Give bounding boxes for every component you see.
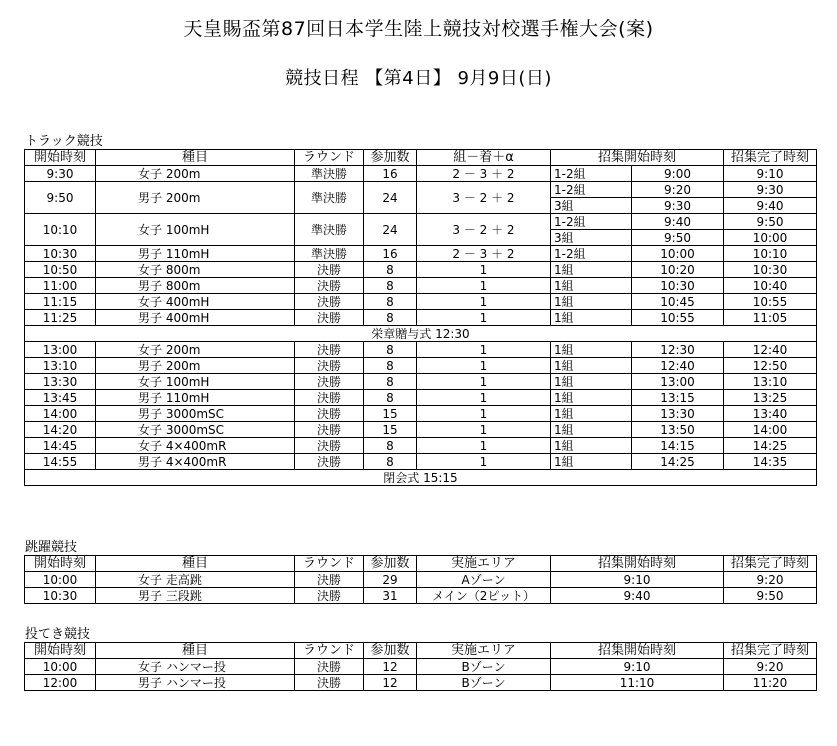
call-end-cell: 12:50: [724, 358, 817, 374]
count-cell: 8: [364, 342, 417, 358]
call-end-cell: 11:20: [724, 675, 817, 691]
round-cell: 決勝: [295, 406, 364, 422]
round-cell: 決勝: [295, 454, 364, 470]
call-end-cell: 10:10: [724, 246, 817, 262]
group-cell: 3組: [551, 230, 632, 246]
round-cell: 準決勝: [295, 182, 364, 214]
table-row: [25, 294, 817, 310]
event-cell: 女子 400mH: [96, 294, 295, 310]
call-end-cell: 9:10: [724, 166, 817, 182]
count-cell: 8: [364, 454, 417, 470]
table-row: [25, 310, 817, 326]
header-cell: 組－着＋α: [417, 150, 551, 166]
header-cell: 招集完了時刻: [724, 556, 817, 572]
group-cell: 1-2組: [551, 182, 632, 198]
call-start-cell: 10:55: [632, 310, 724, 326]
event-cell: 女子 走高跳: [96, 572, 295, 588]
call-start-cell: 9:00: [632, 166, 724, 182]
table-row: [25, 166, 817, 182]
header-cell: 開始時刻: [25, 556, 96, 572]
call-start-cell: 13:30: [632, 406, 724, 422]
header-cell: 招集完了時刻: [724, 643, 817, 659]
round-cell: 決勝: [295, 278, 364, 294]
call-start-cell: 11:10: [551, 675, 724, 691]
table-row: [25, 659, 817, 675]
format-cell: 1: [417, 278, 551, 294]
event-cell: 女子 800m: [96, 262, 295, 278]
count-cell: 15: [364, 422, 417, 438]
start-time-cell: 14:45: [25, 438, 96, 454]
header-cell: ラウンド: [295, 556, 364, 572]
count-cell: 24: [364, 214, 417, 246]
call-start-cell: 9:20: [632, 182, 724, 198]
header-cell: 種目: [96, 643, 295, 659]
header-cell: 種目: [96, 556, 295, 572]
count-cell: 8: [364, 358, 417, 374]
event-cell: 男子 ハンマー投: [96, 675, 295, 691]
start-time-cell: 14:20: [25, 422, 96, 438]
table-row: [25, 262, 817, 278]
call-end-cell: 10:55: [724, 294, 817, 310]
count-cell: 8: [364, 374, 417, 390]
round-cell: 決勝: [295, 675, 364, 691]
event-cell: 男子 200m: [96, 182, 295, 214]
group-cell: 1組: [551, 390, 632, 406]
table-row: [25, 675, 817, 691]
start-time-cell: 10:30: [25, 588, 96, 604]
event-cell: 男子 110mH: [96, 390, 295, 406]
ceremony-row: [25, 470, 817, 486]
count-cell: 24: [364, 182, 417, 214]
call-start-cell: 9:50: [632, 230, 724, 246]
call-end-cell: 10:30: [724, 262, 817, 278]
group-cell: 1組: [551, 294, 632, 310]
header-cell: 参加数: [364, 643, 417, 659]
table-row: [25, 406, 817, 422]
jump-section-label: 跳躍競技: [25, 540, 78, 555]
start-time-cell: 13:45: [25, 390, 96, 406]
table-row: [25, 588, 817, 604]
round-cell: 決勝: [295, 294, 364, 310]
count-cell: 16: [364, 166, 417, 182]
event-cell: 女子 100mH: [96, 214, 295, 246]
group-cell: 1-2組: [551, 166, 632, 182]
start-time-cell: 9:50: [25, 182, 96, 214]
start-time-cell: 14:00: [25, 406, 96, 422]
call-start-cell: 10:00: [632, 246, 724, 262]
group-cell: 1組: [551, 406, 632, 422]
round-cell: 決勝: [295, 422, 364, 438]
area-cell: Aゾーン: [417, 572, 551, 588]
format-cell: 1: [417, 374, 551, 390]
ceremony-banner: 栄章贈与式 12:30: [25, 326, 817, 342]
table-row: [25, 374, 817, 390]
format-cell: 2 － 3 ＋ 2: [417, 166, 551, 182]
round-cell: 決勝: [295, 659, 364, 675]
format-cell: 3 － 2 ＋ 2: [417, 182, 551, 214]
table-row: [25, 438, 817, 454]
round-cell: 決勝: [295, 342, 364, 358]
call-end-cell: 9:50: [724, 588, 817, 604]
call-end-cell: 9:20: [724, 659, 817, 675]
round-cell: 決勝: [295, 588, 364, 604]
group-cell: 1組: [551, 358, 632, 374]
round-cell: 決勝: [295, 358, 364, 374]
table-header-row: [25, 150, 817, 166]
start-time-cell: 13:10: [25, 358, 96, 374]
call-start-cell: 10:30: [632, 278, 724, 294]
group-cell: 1組: [551, 438, 632, 454]
table-row: [25, 390, 817, 406]
round-cell: 準決勝: [295, 214, 364, 246]
call-start-cell: 12:30: [632, 342, 724, 358]
table-row: [25, 214, 817, 230]
round-cell: 準決勝: [295, 246, 364, 262]
group-cell: 1組: [551, 374, 632, 390]
count-cell: 8: [364, 390, 417, 406]
start-time-cell: 13:00: [25, 342, 96, 358]
area-cell: メイン（2ピット）: [417, 588, 551, 604]
format-cell: 1: [417, 438, 551, 454]
header-cell: ラウンド: [295, 150, 364, 166]
event-cell: 男子 110mH: [96, 246, 295, 262]
event-cell: 女子 ハンマー投: [96, 659, 295, 675]
track-schedule-table: [24, 149, 817, 486]
call-end-cell: 13:40: [724, 406, 817, 422]
call-start-cell: 9:10: [551, 659, 724, 675]
round-cell: 決勝: [295, 438, 364, 454]
call-end-cell: 13:25: [724, 390, 817, 406]
call-start-cell: 10:45: [632, 294, 724, 310]
start-time-cell: 11:15: [25, 294, 96, 310]
event-cell: 男子 4×400mR: [96, 454, 295, 470]
event-cell: 男子 400mH: [96, 310, 295, 326]
group-cell: 3組: [551, 198, 632, 214]
round-cell: 決勝: [295, 374, 364, 390]
event-cell: 男子 800m: [96, 278, 295, 294]
header-cell: 参加数: [364, 150, 417, 166]
header-cell: 開始時刻: [25, 150, 96, 166]
start-time-cell: 12:00: [25, 675, 96, 691]
start-time-cell: 14:55: [25, 454, 96, 470]
call-start-cell: 13:00: [632, 374, 724, 390]
table-header-row: [25, 643, 817, 659]
header-cell: 種目: [96, 150, 295, 166]
area-cell: Bゾーン: [417, 659, 551, 675]
event-cell: 女子 200m: [96, 166, 295, 182]
group-cell: 1-2組: [551, 214, 632, 230]
table-row: [25, 342, 817, 358]
group-cell: 1組: [551, 454, 632, 470]
group-cell: 1組: [551, 262, 632, 278]
event-cell: 女子 4×400mR: [96, 438, 295, 454]
count-cell: 29: [364, 572, 417, 588]
call-end-cell: 11:05: [724, 310, 817, 326]
event-cell: 男子 3000mSC: [96, 406, 295, 422]
start-time-cell: 10:00: [25, 572, 96, 588]
call-start-cell: 14:25: [632, 454, 724, 470]
start-time-cell: 10:30: [25, 246, 96, 262]
start-time-cell: 9:30: [25, 166, 96, 182]
start-time-cell: 10:00: [25, 659, 96, 675]
count-cell: 8: [364, 438, 417, 454]
call-start-cell: 9:30: [632, 198, 724, 214]
ceremony-banner: 閉会式 15:15: [25, 470, 817, 486]
call-end-cell: 9:50: [724, 214, 817, 230]
count-cell: 16: [364, 246, 417, 262]
table-header-row: [25, 556, 817, 572]
start-time-cell: 11:00: [25, 278, 96, 294]
jump-schedule-table: [24, 555, 817, 604]
count-cell: 12: [364, 659, 417, 675]
call-end-cell: 9:40: [724, 198, 817, 214]
header-cell: 参加数: [364, 556, 417, 572]
throw-section-label: 投てき競技: [25, 627, 91, 642]
count-cell: 15: [364, 406, 417, 422]
format-cell: 1: [417, 454, 551, 470]
page-title: 天皇賜盃第87回日本学生陸上競技対校選手権大会(案): [183, 18, 654, 40]
format-cell: 1: [417, 422, 551, 438]
event-cell: 女子 200m: [96, 342, 295, 358]
format-cell: 1: [417, 342, 551, 358]
round-cell: 決勝: [295, 572, 364, 588]
group-cell: 1組: [551, 342, 632, 358]
table-row: [25, 246, 817, 262]
table-row: [25, 454, 817, 470]
call-start-cell: 10:20: [632, 262, 724, 278]
count-cell: 12: [364, 675, 417, 691]
start-time-cell: 13:30: [25, 374, 96, 390]
call-start-cell: 14:15: [632, 438, 724, 454]
format-cell: 1: [417, 262, 551, 278]
round-cell: 決勝: [295, 310, 364, 326]
event-cell: 女子 100mH: [96, 374, 295, 390]
table-row: [25, 278, 817, 294]
count-cell: 8: [364, 262, 417, 278]
table-row: [25, 358, 817, 374]
table-row: [25, 572, 817, 588]
throw-schedule-table: [24, 642, 817, 691]
group-cell: 1組: [551, 422, 632, 438]
count-cell: 31: [364, 588, 417, 604]
count-cell: 8: [364, 294, 417, 310]
call-start-cell: 12:40: [632, 358, 724, 374]
format-cell: 3 － 2 ＋ 2: [417, 214, 551, 246]
call-end-cell: 14:35: [724, 454, 817, 470]
format-cell: 1: [417, 390, 551, 406]
call-end-cell: 10:00: [724, 230, 817, 246]
call-end-cell: 14:00: [724, 422, 817, 438]
round-cell: 決勝: [295, 262, 364, 278]
group-cell: 1-2組: [551, 246, 632, 262]
call-start-cell: 9:40: [551, 588, 724, 604]
call-end-cell: 14:25: [724, 438, 817, 454]
call-start-cell: 13:15: [632, 390, 724, 406]
count-cell: 8: [364, 310, 417, 326]
table-row: [25, 182, 817, 198]
call-end-cell: 9:30: [724, 182, 817, 198]
group-cell: 1組: [551, 310, 632, 326]
count-cell: 8: [364, 278, 417, 294]
event-cell: 男子 200m: [96, 358, 295, 374]
header-cell: 開始時刻: [25, 643, 96, 659]
call-end-cell: 13:10: [724, 374, 817, 390]
header-cell: 招集完了時刻: [724, 150, 817, 166]
call-end-cell: 10:40: [724, 278, 817, 294]
header-cell: 招集開始時刻: [551, 556, 724, 572]
group-cell: 1組: [551, 278, 632, 294]
header-cell: 実施エリア: [417, 643, 551, 659]
header-cell: 招集開始時刻: [551, 643, 724, 659]
start-time-cell: 10:10: [25, 214, 96, 246]
call-start-cell: 9:40: [632, 214, 724, 230]
start-time-cell: 10:50: [25, 262, 96, 278]
call-start-cell: 9:10: [551, 572, 724, 588]
table-row: [25, 422, 817, 438]
event-cell: 男子 三段跳: [96, 588, 295, 604]
format-cell: 1: [417, 310, 551, 326]
call-end-cell: 12:40: [724, 342, 817, 358]
call-start-cell: 13:50: [632, 422, 724, 438]
format-cell: 1: [417, 358, 551, 374]
call-end-cell: 9:20: [724, 572, 817, 588]
header-cell: ラウンド: [295, 643, 364, 659]
ceremony-row: [25, 326, 817, 342]
format-cell: 1: [417, 406, 551, 422]
header-cell: 招集開始時刻: [551, 150, 724, 166]
page-subtitle: 競技日程 【第4日】 9月9日(日): [285, 68, 552, 89]
round-cell: 決勝: [295, 390, 364, 406]
start-time-cell: 11:25: [25, 310, 96, 326]
format-cell: 2 － 3 ＋ 2: [417, 246, 551, 262]
track-section-label: トラック競技: [25, 134, 103, 149]
round-cell: 準決勝: [295, 166, 364, 182]
format-cell: 1: [417, 294, 551, 310]
event-cell: 女子 3000mSC: [96, 422, 295, 438]
header-cell: 実施エリア: [417, 556, 551, 572]
area-cell: Bゾーン: [417, 675, 551, 691]
